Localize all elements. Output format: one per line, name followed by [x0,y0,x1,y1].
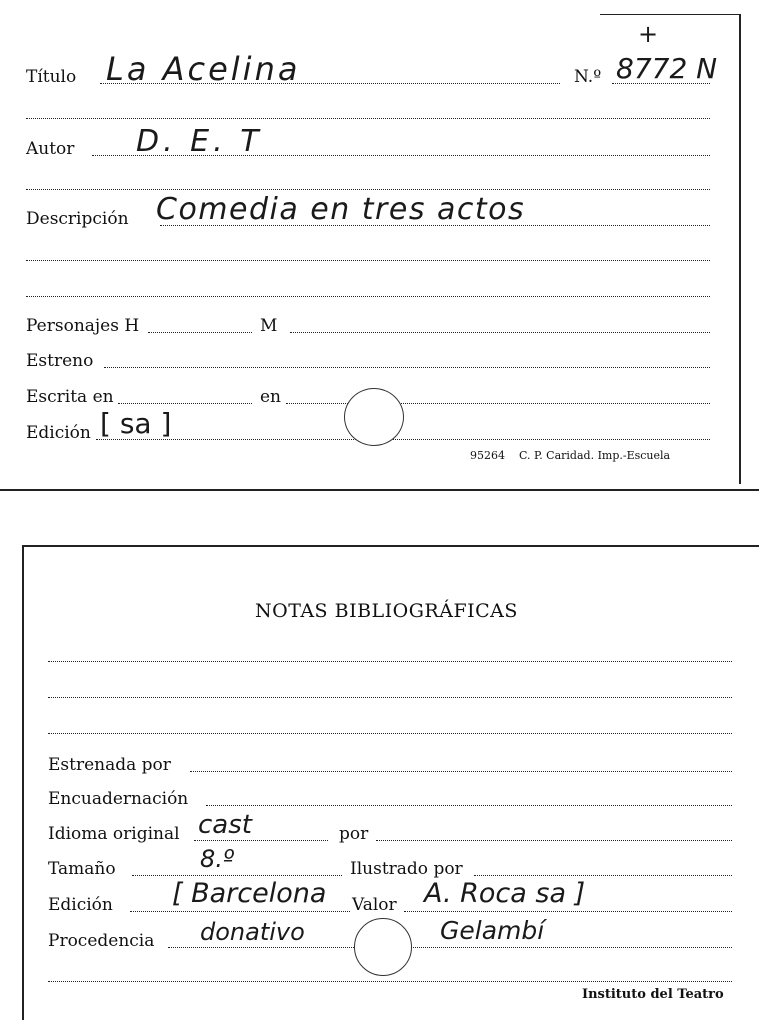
valor-label: Valor [352,895,397,915]
numero-label: N.º [574,67,602,87]
procedencia-label: Procedencia [48,931,155,951]
tamano-line [132,875,342,876]
descripcion-extra-line-2 [26,296,710,297]
notas-line-1 [48,661,732,662]
bottom-card-left-edge [22,545,24,1020]
titulo-extra-line [26,118,710,119]
autor-label: Autor [26,139,75,159]
edicion-value: [ sa ] [100,407,172,440]
printer-text: C. P. Caridad. Imp.-Escuela [519,449,671,462]
personajes-m-label: M [260,316,278,336]
escrita-label: Escrita en [26,387,114,407]
numero-value: 8772 N [616,52,718,85]
edicion-label: Edición [26,423,91,443]
edicion-bottom-line [130,911,350,912]
titulo-value: La Acelina [106,50,301,88]
ilustrado-line [474,875,732,876]
idioma-por-label: por [339,824,369,844]
notas-heading: NOTAS BIBLIOGRÁFICAS [255,600,518,622]
cross-mark: + [638,20,659,48]
printer-number: 95264 [470,449,505,462]
edicion-bottom-value: [ Barcelona [172,878,327,909]
personajes-label: Personajes H [26,316,140,336]
estrenada-label: Estrenada por [48,755,171,775]
idioma-label: Idioma original [48,824,180,844]
notas-line-2 [48,697,732,698]
procedencia-value-2: Gelambí [440,916,545,945]
descripcion-extra-line-1 [26,260,710,261]
edicion-bottom-label: Edición [48,895,113,915]
ilustrado-label: Ilustrado por [350,859,463,879]
descripcion-value: Comedia en tres actos [156,192,526,227]
estreno-label: Estreno [26,351,94,371]
punch-hole-top [344,388,404,446]
estrenada-line [190,771,732,772]
valor-value: A. Roca sa ] [424,878,586,909]
autor-extra-line [26,189,710,190]
procedencia-value: donativo [200,918,305,946]
descripcion-label: Descripción [26,209,129,229]
procedencia-extra-line [48,981,732,982]
notas-line-3 [48,733,732,734]
personajes-h-line [148,332,252,333]
procedencia-line [168,947,732,948]
encuadernacion-line [206,805,732,806]
idioma-por-line [376,840,732,841]
estreno-line [104,367,710,368]
tamano-label: Tamaño [48,859,116,879]
idioma-value: cast [198,810,252,840]
escrita-en-label: en [260,387,282,407]
autor-value: D. E. T [136,124,263,159]
tamano-value: 8.º [200,845,235,873]
valor-line [404,911,732,912]
top-card-bottom-edge [0,489,759,491]
escrita-line [118,403,252,404]
punch-hole-bottom [354,918,412,976]
top-card-top-edge [600,14,740,15]
titulo-label: Título [26,67,77,87]
encuadernacion-label: Encuadernación [48,789,189,809]
top-card-right-edge [739,14,741,484]
idioma-line [194,840,328,841]
personajes-m-line [290,332,710,333]
institute-footer: Instituto del Teatro [582,987,724,1002]
edicion-line [96,439,710,440]
bottom-card-top-edge [22,545,759,547]
